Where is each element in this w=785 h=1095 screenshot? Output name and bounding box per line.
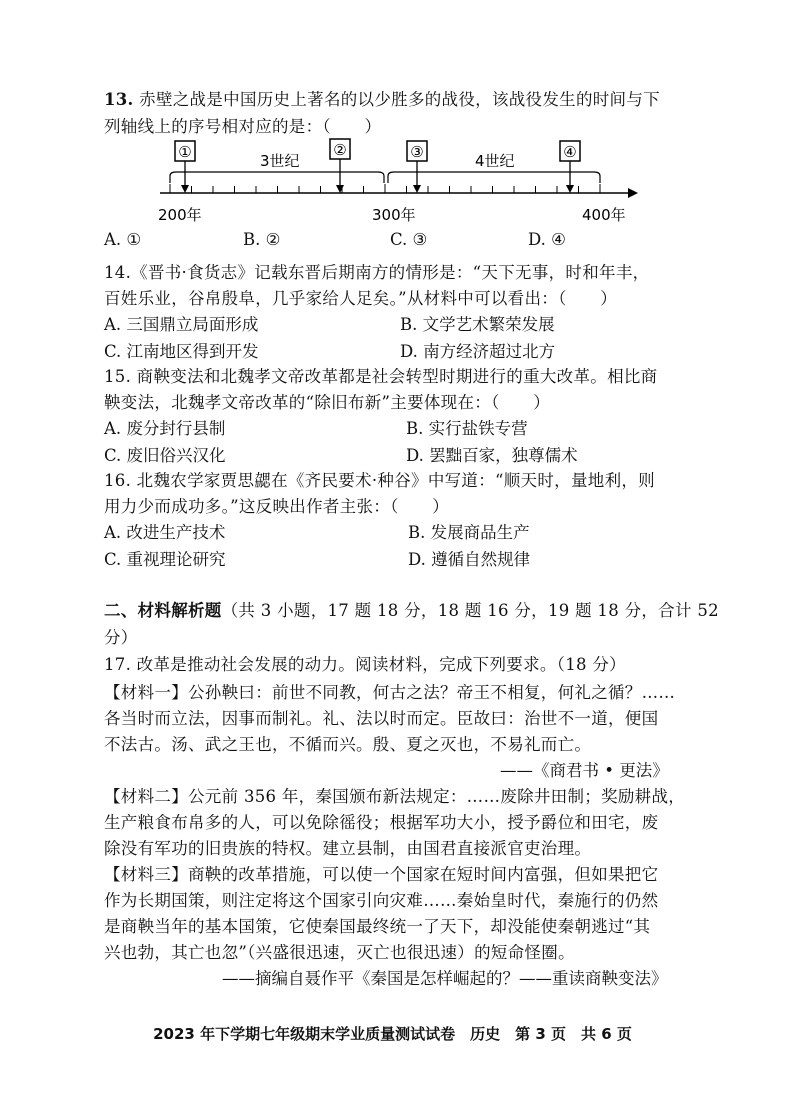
section2-desc-cont: 分）: [104, 628, 138, 647]
q17-m2-line3: 除没有军功的旧贵族的特权。建立县制，由国君直接派官吏治理。: [104, 839, 592, 858]
q15-option-d: D. 罢黜百家，独尊儒术: [406, 446, 578, 465]
century-4-bracket: [388, 172, 600, 183]
q14-option-d: D. 南方经济超过北方: [400, 342, 556, 361]
q17-m1-line3: 不法古。汤、武之王也，不循而兴。殷、夏之灭也，不易礼而亡。: [104, 735, 592, 754]
q17-m1-line2: 各当时而立法，因事而制礼。礼、法以时而定。臣故曰：治世不一道，便国: [104, 709, 659, 728]
q17-m3-line2: 作为长期国策，则注定将这个国家引向灾难……秦始皇时代，秦施行的仍然: [104, 891, 659, 910]
marker-2: [330, 139, 350, 193]
q14-option-b: B. 文学艺术繁荣发展: [400, 315, 555, 334]
century-3-label: 3世纪: [260, 152, 300, 170]
timeline-arrow: [628, 188, 638, 198]
q17-m3-line3: 是商鞅当年的基本国策，它使秦国最终统一了天下，却没能使秦朝逃过“其: [104, 917, 651, 936]
century-4-label: 4世纪: [475, 152, 515, 170]
q15-option-a: A. 废分封行县制: [104, 419, 226, 438]
q13-line1: [104, 86, 660, 110]
section2-title: 二、材料解析题: [104, 601, 222, 620]
q17-m3-line1: 【材料三】商鞅的改革措施，可以使一个国家在短时间内富强，但如果把它: [104, 865, 659, 884]
century-3-bracket: [170, 172, 384, 183]
section2-heading: [104, 597, 719, 621]
marker-4-label: ④: [563, 143, 577, 161]
q17-m2-line1: 【材料二】公元前 356 年，秦国颁布新法规定：……废除井田制；奖励耕战，: [104, 787, 686, 806]
q16-option-b: B. 发展商品生产: [408, 523, 530, 542]
marker-4: [560, 141, 580, 193]
section2-desc: （共 3 小题，17 题 18 分，18 题 16 分，19 题 18 分，合计 52: [221, 601, 719, 620]
q13-number: 13.: [104, 90, 134, 109]
tick-label-400: 400年: [582, 206, 626, 224]
tick-label-200: 200年: [158, 206, 202, 224]
q13-option-a: A. ①: [104, 230, 142, 249]
q15-option-c: C. 废旧俗兴汉化: [104, 446, 226, 465]
q17-m2-line2: 生产粮食布帛多的人，可以免除徭役；根据军功大小，授予爵位和田宅，废: [104, 813, 659, 832]
q15-line1: 15. 商鞅变法和北魏孝文帝改革都是社会转型时期进行的重大改革。相比商: [104, 367, 658, 386]
q13-option-b: B. ②: [243, 230, 281, 249]
q15-line2: 鞅变法，北魏孝文帝改革的“除旧布新”主要体现在：（ ）: [104, 393, 551, 412]
q16-option-a: A. 改进生产技术: [104, 523, 226, 542]
marker-3: [407, 141, 427, 193]
marker-1: [175, 141, 195, 193]
q14-line1: 14.《晋书·食货志》记载东晋后期南方的情形是：“天下无事，时和年丰，: [104, 263, 650, 282]
marker-2-label: ②: [333, 141, 347, 159]
q13-option-d: D. ④: [528, 230, 566, 249]
marker-3-label: ③: [410, 143, 424, 161]
q16-line1: 16. 北魏农学家贾思勰在《齐民要术·种谷》中写道：“顺天时，量地利，则: [104, 471, 655, 490]
q16-line2: 用力少而成功多。”这反映出作者主张：（ ）: [104, 497, 450, 516]
q13-option-c: C. ③: [390, 230, 428, 249]
page-footer: 2023 年下学期七年级期末学业质量测试试卷 历史 第 3 页 共 6 页: [153, 1025, 632, 1043]
q17-line1: 17. 改革是推动社会发展的动力。阅读材料，完成下列要求。（18 分）: [104, 655, 626, 674]
q17-m1-source: ——《商君书 • 更法》: [500, 761, 669, 780]
marker-1-label: ①: [178, 143, 192, 161]
tick-label-300: 300年: [372, 206, 416, 224]
q16-option-c: C. 重视理论研究: [104, 550, 226, 569]
q17-m3-source: ——摘编自聂作平《秦国是怎样崛起的？——重读商鞅变法》: [222, 969, 668, 988]
q17-m3-line4: 兴也勃，其亡也忽”（兴盛很迅速，灭亡也很迅速）的短命怪圈。: [104, 943, 575, 962]
timeline-figure: [150, 138, 640, 228]
q14-line2: 百姓乐业，谷帛殷阜，几乎家给人足矣。”从材料中可以看出：（ ）: [104, 289, 618, 308]
q14-option-c: C. 江南地区得到开发: [104, 342, 259, 361]
q14-option-a: A. 三国鼎立局面形成: [104, 315, 259, 334]
timeline-ticks: [170, 184, 600, 193]
q13-line2: 列轴线上的序号相对应的是：（ ）: [104, 117, 382, 136]
q13-text: 赤壁之战是中国历史上著名的以少胜多的战役，该战役发生的时间与下: [139, 90, 660, 109]
q16-option-d: D. 遵循自然规律: [408, 550, 531, 569]
q17-m1-line1: 【材料一】公孙鞅曰：前世不同教，何古之法？帝王不相复，何礼之循？……: [104, 683, 676, 702]
q15-option-b: B. 实行盐铁专营: [406, 419, 528, 438]
